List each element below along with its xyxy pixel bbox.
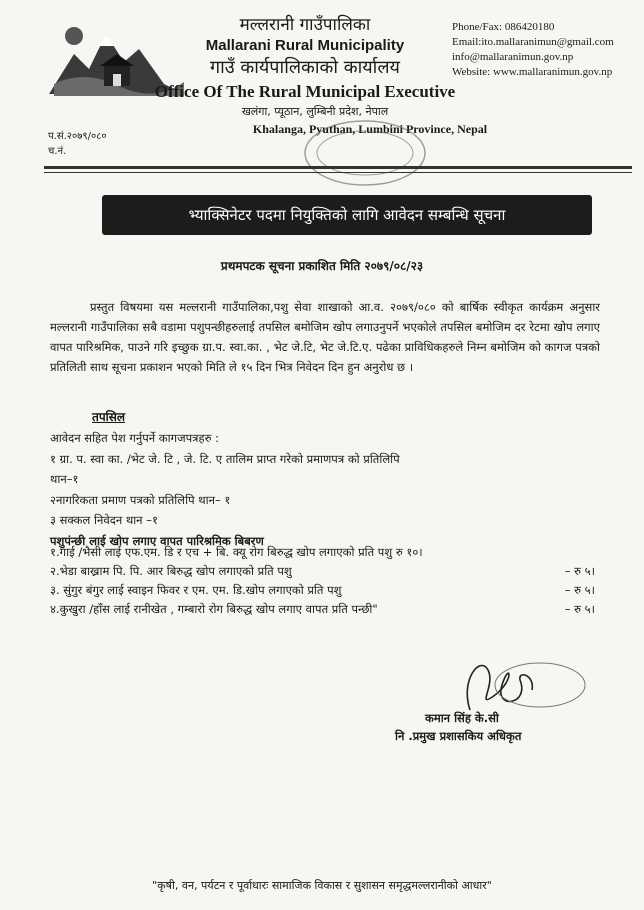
email-secondary: info@mallaranimun.gov.np [452,51,574,63]
email-primary: Email:ito.mallaranimun@gmail.com [452,36,614,48]
notice-title-banner: भ्याक्सिनेटर पदमा नियुक्तिको लागि आवेदन सम्बन्धि सूचना [102,195,592,235]
signature-icon [440,650,590,720]
header-rule-thick [44,166,632,169]
office-stamp-icon [300,115,430,191]
fee-item-amount: – रु ५। [564,564,595,578]
fee-item-text: ३. सुंगुर बंगुर लाई स्वाइन फिवर र एम. एम. डि.खोप लगाएको प्रति पशु [50,583,342,597]
dispatch-number: च.नं. [48,146,67,157]
contact-block [452,20,614,80]
document-item-2: २नागरिकता प्रमाण पत्रको प्रतिलिपि थान– १ [50,492,231,507]
fee-item-text: १.गाई /भैसी लाई एफ.एम. डि र एच + बि. क्यू रोग बिरुद्ध खोप लगाएको प्रति पशु रु १०। [50,545,423,559]
document-item-1-qty: थान–१ [50,472,79,486]
publication-date: प्रथमपटक सूचना प्रकाशित मिति २०७९/०८/२३ [220,259,424,273]
fee-item-amount: – रु ५। [564,583,595,597]
signatory-name: कमान सिंह के.सी [425,711,499,725]
letter-number: प.सं.२०७९/०८० [48,131,107,142]
document-item-1: १ ग्रा. प. स्वा का. /भेट जे. टि , जे. टि. ए तालिम प्राप्त गरेको प्रमाणपत्र को प्रतिलिपि [50,451,400,466]
fee-item-text: ४.कुखुरा /हाँस लाई रानीखेत , गम्बारो रोग बिरुद्ध खोप लगाए वापत प्रति पन्छी" [50,602,378,616]
office-name-en: Office Of The Rural Municipal Executive [154,82,456,101]
office-name-np: गाउँ कार्यपालिकाको कार्यालय [210,57,400,78]
fee-item [50,562,595,581]
fee-item [50,600,595,619]
footer-motto: "कृषी, वन, पर्यटन र पूर्वाधारः सामाजिक विकास र सुशासन समृद्धमल्लरानीको आधार" [152,879,492,892]
address-en: Khalanga, Pyuthan, Lumbini Province, Nepal [252,122,488,136]
website: Website: www.mallaranimun.gov.np [452,66,613,78]
reference-numbers [48,129,107,159]
signatory-title: नि .प्रमुख प्रशासकिय अधिकृत [395,729,522,743]
municipality-name-np: मल्लरानी गाउँपालिका [239,15,371,35]
address-np: खलंगा, प्यूठान, लुम्बिनी प्रदेश, नेपाल [241,105,389,118]
fee-item-text: २.भेडा बाख्राम पि. पि. आर बिरुद्ध खोप लगाएको प्रति पशु [50,564,292,578]
phone-fax: Phone/Fax: 086420180 [452,21,555,33]
documents-intro: आवेदन सहित पेश गर्नुपर्ने कागजपत्रहरु : [50,431,220,445]
fee-heading: पशुपंन्छी लाई खोप लगाए वापत पारिश्रमिक बिबरण [50,533,264,548]
fee-item [50,581,595,600]
fee-item-amount: – रु ५। [564,602,595,616]
document-item-3: ३ सक्कल निवेदन थान –१ [50,513,158,527]
notice-body [50,297,600,377]
header-rule-thin [44,172,632,173]
details-heading: तपसिल [92,410,126,424]
required-documents [50,428,600,551]
fee-list [50,543,595,619]
municipality-name-en: Mallarani Rural Municipality [205,37,405,54]
notice-body-text: प्रस्तुत विषयमा यस मल्लरानी गाउँपालिका,पशु सेवा शाखाको आ.व. २०७९/०८० को बार्षिक स्वीकृत कार्यक्रम अनुसार मल्लरानी गाउँपालिका सबै वडामा पशुपन्छीहरुलाई तपसिल बमोजिम खोप लगाउनुपर्ने भएकोले तपसिल बमोजिम दर रेटमा खोप लगाए वापत पारिश्रमिक, पाउने गरि इच्छुक ग्रा.प. स्वा.का. , भेट जे.टि, भेट जे.टि.ए. पढेका प्राविधिकहरुले निम्न बमोजिम को कागज पत्रको प्रतिलिती साथ सूचना प्रकाशन भएको मिति ले १५ दिन भित्र निवेदन दिन हुन अनुरोध छ । [50,300,600,374]
fee-item [50,543,595,562]
